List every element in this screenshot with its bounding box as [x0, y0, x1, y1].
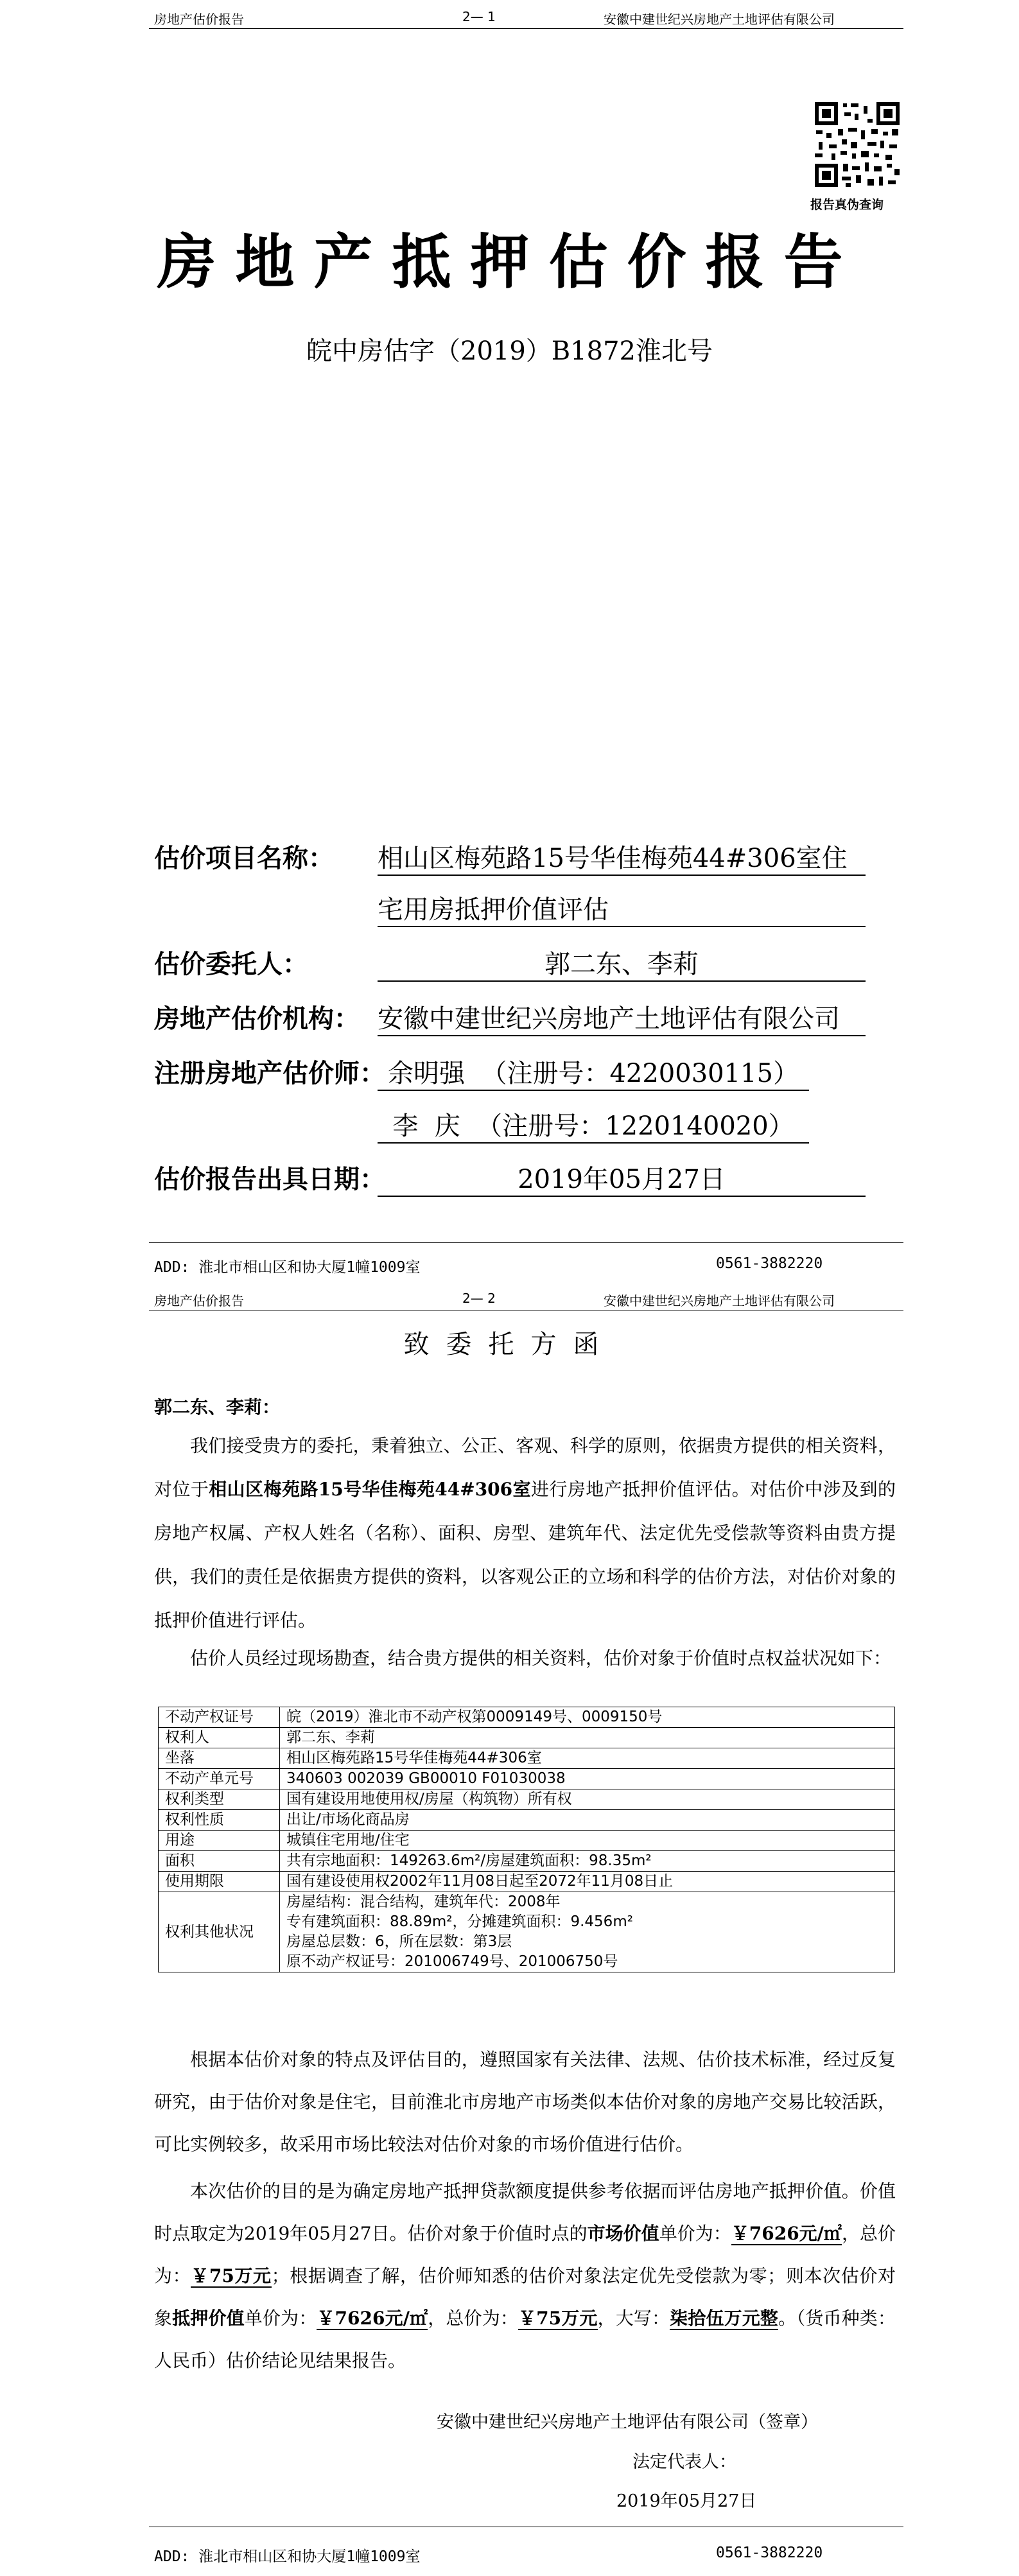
table-row	[159, 1872, 895, 1892]
header-page-number: 2— 2	[462, 1291, 496, 1306]
client-value: 郭二东、李莉	[378, 944, 866, 982]
footer-rule	[149, 1242, 903, 1243]
market-total-price: ￥75万元	[191, 2265, 272, 2286]
p4-text: 本次估价的目的是为确定房地产抵押贷款额度提供参考依据而评估房地产抵押价值。价值时点取定为2019年05月27日。估价对象于价值时点的	[154, 2180, 896, 2244]
property-address-bold: 相山区梅苑路15号华佳梅苑44#306室	[209, 1479, 531, 1500]
table-value: 国有建设用地使用权/房屋（构筑物）所有权	[280, 1789, 895, 1810]
table-row	[159, 1789, 895, 1810]
mortgage-unit-price: ￥7626元/㎡	[317, 2308, 428, 2329]
paragraph-1-text: 我们接受贵方的委托，秉着独立、公正、客观、科学的原则，依据贵方提供的相关资料，对位于	[154, 1435, 896, 1500]
footer-address: ADD: 淮北市相山区和协大厦1幢1009室	[154, 2548, 421, 2565]
p4-text: 单价为：	[244, 2308, 317, 2329]
qr-code-icon[interactable]	[812, 100, 902, 189]
table-row	[159, 1769, 895, 1789]
table-value: 出让/市场化商品房	[280, 1810, 895, 1831]
table-key: 不动产单元号	[159, 1769, 280, 1789]
table-key: 坐落	[159, 1748, 280, 1769]
table-row	[159, 1748, 895, 1769]
table-key: 不动产权证号	[159, 1707, 280, 1728]
table-value-line: 原不动产权证号：201006749号、201006750号	[286, 1953, 618, 1970]
table-value-line: 房屋总层数：6，所在层数：第3层	[286, 1933, 512, 1950]
market-value-label: 市场价值	[587, 2223, 659, 2244]
paragraph-1-text-cont: 进行房地产抵押价值评估。对估价中涉及到的房地产权属、产权人姓名（名称）、面积、房型、建筑年代、法定优先受偿款等资料由贵方提供，我们的责任是依据贵方提供的资料，以客观公正的立场和科学的估价方法，对估价对象的抵押价值进行评估。	[154, 1479, 896, 1631]
header-right: 安徽中建世纪兴房地产土地评估有限公司	[604, 12, 835, 27]
table-key: 权利性质	[159, 1810, 280, 1831]
table-key: 使用期限	[159, 1872, 280, 1892]
header-rule	[149, 28, 903, 29]
p4-text: ，大写：	[597, 2308, 670, 2329]
p4-text: ；根据调查了解，估价师知悉的估价对象法定优先受偿款为零；则本次估价对象	[154, 2265, 896, 2329]
table-key: 面积	[159, 1851, 280, 1872]
project-name-value-line2: 宅用房抵押价值评估	[378, 889, 866, 927]
table-row	[159, 1831, 895, 1851]
table-value-line: 专有建筑面积：88.89m²，分摊建筑面积：9.456m²	[286, 1913, 633, 1930]
paragraph-3: 根据本估价对象的特点及评估目的，遵照国家有关法律、法规、估价技术标准，经过反复研究，由于估价对象是住宅，目前淮北市房地产市场类似本估价对象的房地产交易比较活跃，可比实例较多，故采用市场比较法对估价对象的市场价值进行估价。	[154, 2049, 896, 2155]
report-date-value: 2019年05月27日	[378, 1159, 866, 1197]
signature-date: 2019年05月27日	[616, 2491, 757, 2511]
project-name-label: 估价项目名称：	[154, 843, 334, 873]
appraiser-label: 注册房地产估价师：	[154, 1058, 385, 1088]
appraiser-2: 李 庆 （注册号：1220140020）	[378, 1106, 809, 1144]
table-value: 共有宗地面积：149263.6m²/房屋建筑面积：98.35m²	[280, 1851, 895, 1872]
table-key: 权利其他状况	[159, 1892, 280, 1972]
mortgage-total-price: ￥75万元	[518, 2308, 598, 2329]
property-info-table	[158, 1707, 895, 1972]
project-name-value-line1: 相山区梅苑路15号华佳梅苑44#306室住	[378, 838, 866, 876]
p4-text: 。（货币种类：人民币）估价结论见结果报告。	[154, 2308, 896, 2371]
table-row	[159, 1892, 895, 1972]
paragraph-4	[154, 2170, 896, 2382]
table-key: 权利类型	[159, 1789, 280, 1810]
p4-text: 单价为：	[659, 2223, 731, 2244]
footer-address: ADD: 淮北市相山区和协大厦1幢1009室	[154, 1259, 421, 1276]
footer-phone: 0561-3882220	[716, 1255, 823, 1272]
report-date-label: 估价报告出具日期：	[154, 1164, 385, 1194]
salutation: 郭二东、李莉：	[154, 1397, 281, 1418]
header-left: 房地产估价报告	[154, 1293, 244, 1309]
header-right: 安徽中建世纪兴房地产土地评估有限公司	[604, 1293, 835, 1309]
header-left: 房地产估价报告	[154, 12, 244, 27]
agency-value: 安徽中建世纪兴房地产土地评估有限公司	[378, 998, 866, 1036]
paragraph-1	[154, 1424, 896, 1642]
table-row	[159, 1851, 895, 1872]
table-value: 相山区梅苑路15号华佳梅苑44#306室	[280, 1748, 895, 1769]
table-key: 权利人	[159, 1728, 280, 1748]
table-value: 郭二东、李莉	[280, 1728, 895, 1748]
p4-text: ，总价为：	[428, 2308, 518, 2329]
header-page-number: 2— 1	[462, 9, 496, 24]
table-value: 城镇住宅用地/住宅	[280, 1831, 895, 1851]
qr-caption: 报告真伪查询	[810, 198, 884, 212]
table-value: 340603 002039 GB00010 F01030038	[280, 1769, 895, 1789]
p4-text: ，总价为：	[154, 2223, 896, 2286]
table-value	[280, 1892, 895, 1972]
amount-in-words: 柒拾伍万元整	[670, 2308, 779, 2329]
table-value: 国有建设使用权2002年11月08日起至2072年11月08日止	[280, 1872, 895, 1892]
table-key: 用途	[159, 1831, 280, 1851]
document-number: 皖中房估字（2019）B1872淮北号	[306, 336, 713, 366]
paragraph-2: 估价人员经过现场勘查，结合贵方提供的相关资料，估价对象于价值时点权益状况如下：	[190, 1648, 892, 1669]
table-row	[159, 1728, 895, 1748]
table-row	[159, 1707, 895, 1728]
mortgage-value-label: 抵押价值	[172, 2308, 245, 2329]
table-value: 皖（2019）淮北市不动产权第0009149号、0009150号	[280, 1707, 895, 1728]
letter-title: 致委托方函	[403, 1330, 616, 1359]
table-row	[159, 1810, 895, 1831]
report-title: 房地产抵押估价报告	[157, 227, 862, 297]
market-unit-price: ￥7626元/㎡	[731, 2223, 842, 2244]
agency-label: 房地产估价机构：	[154, 1004, 360, 1034]
signature-company: 安徽中建世纪兴房地产土地评估有限公司（签章）	[437, 2412, 818, 2432]
client-label: 估价委托人：	[154, 949, 308, 979]
appraiser-1: 余明强 （注册号：4220030115）	[378, 1053, 809, 1091]
table-value-line: 房屋结构：混合结构，建筑年代：2008年	[286, 1893, 561, 1910]
legal-representative: 法定代表人：	[632, 2452, 736, 2472]
footer-phone: 0561-3882220	[716, 2545, 823, 2561]
